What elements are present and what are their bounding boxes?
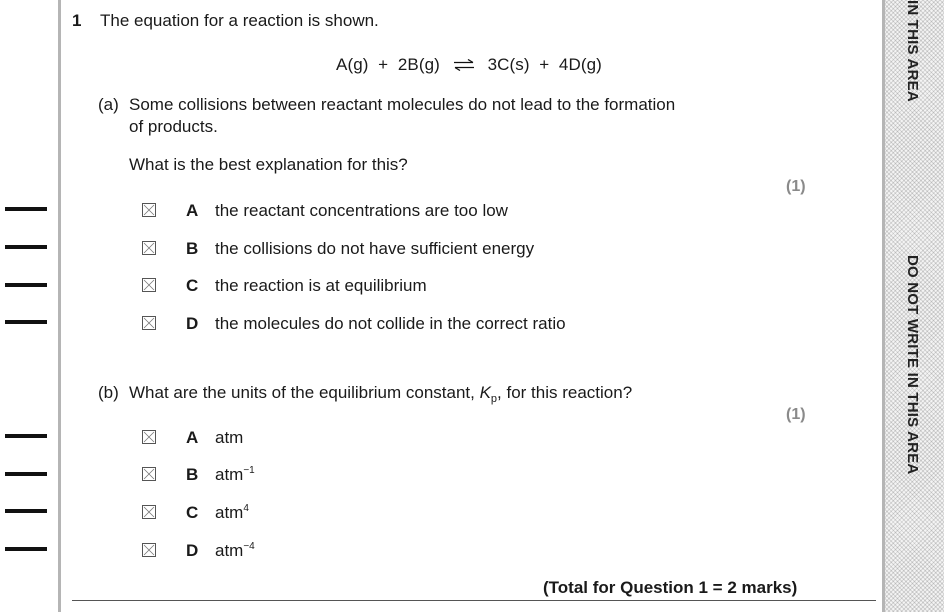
answer-checkbox[interactable]	[142, 543, 156, 557]
option-text: the collisions do not have sufficient energy	[215, 239, 535, 258]
part-a-marks: (1)	[786, 178, 806, 195]
equilibrium-arrows-icon	[453, 56, 475, 76]
margin-mark	[5, 509, 47, 513]
margin-text-middle: DO NOT WRITE IN THIS AREA	[904, 255, 921, 475]
answer-checkbox[interactable]	[142, 278, 156, 292]
unit-base: atm	[215, 465, 244, 484]
unit-base: atm	[215, 503, 244, 522]
margin-mark	[5, 283, 47, 287]
part-a-line1: Some collisions between reactant molecules do not lead to the formation	[129, 95, 676, 114]
option-text	[215, 503, 249, 523]
margin-mark	[5, 207, 47, 211]
question-stem: The equation for a reaction is shown.	[100, 11, 379, 30]
reaction-equation	[336, 55, 602, 76]
option-letter: B	[186, 465, 199, 484]
margin-mark	[5, 245, 47, 249]
margin-mark	[5, 320, 47, 324]
question-number: 1	[72, 11, 82, 30]
unit-base: atm	[215, 541, 244, 560]
answer-checkbox[interactable]	[142, 467, 156, 481]
part-b-marks: (1)	[786, 406, 806, 423]
part-b-prompt-after: , for this reaction?	[497, 383, 633, 402]
option-text	[215, 428, 243, 448]
part-a-label: (a)	[98, 95, 119, 114]
unit-base: atm	[215, 428, 244, 447]
part-b-prompt	[129, 383, 632, 403]
option-text: the reaction is at equilibrium	[215, 276, 427, 295]
margin-mark	[5, 434, 47, 438]
answer-checkbox[interactable]	[142, 505, 156, 519]
option-letter: A	[186, 201, 199, 220]
question-total: (Total for Question 1 = 2 marks)	[543, 578, 798, 597]
answer-checkbox[interactable]	[142, 430, 156, 444]
option-letter: D	[186, 314, 199, 333]
equation-right: 3C(s) + 4D(g)	[487, 55, 602, 74]
margin-mark	[5, 472, 47, 476]
unit-exponent: −1	[243, 465, 255, 476]
equation-left: A(g) + 2B(g)	[336, 55, 440, 74]
left-margin-rule	[58, 0, 61, 612]
margin-mark	[5, 547, 47, 551]
kp-symbol: K	[479, 383, 491, 402]
unit-exponent: 4	[243, 503, 249, 514]
option-letter: B	[186, 239, 199, 258]
part-a-prompt: What is the best explanation for this?	[129, 155, 408, 174]
option-text: the molecules do not collide in the correct ratio	[215, 314, 566, 333]
option-letter: D	[186, 541, 199, 560]
option-letter: C	[186, 503, 199, 522]
kp-subscript: p	[490, 393, 498, 405]
answer-checkbox[interactable]	[142, 241, 156, 255]
part-b-label: (b)	[98, 383, 119, 402]
option-text	[215, 465, 255, 485]
question-end-rule	[72, 600, 876, 601]
option-text	[215, 541, 255, 561]
part-b-prompt-before: What are the units of the equilibrium constant,	[129, 383, 480, 402]
margin-text-top: IN THIS AREA	[904, 0, 921, 102]
part-a-line2: of products.	[129, 117, 218, 136]
unit-exponent: −4	[243, 541, 255, 552]
answer-checkbox[interactable]	[142, 203, 156, 217]
answer-checkbox[interactable]	[142, 316, 156, 330]
option-letter: C	[186, 276, 199, 295]
option-letter: A	[186, 428, 199, 447]
option-text: the reactant concentrations are too low	[215, 201, 508, 220]
